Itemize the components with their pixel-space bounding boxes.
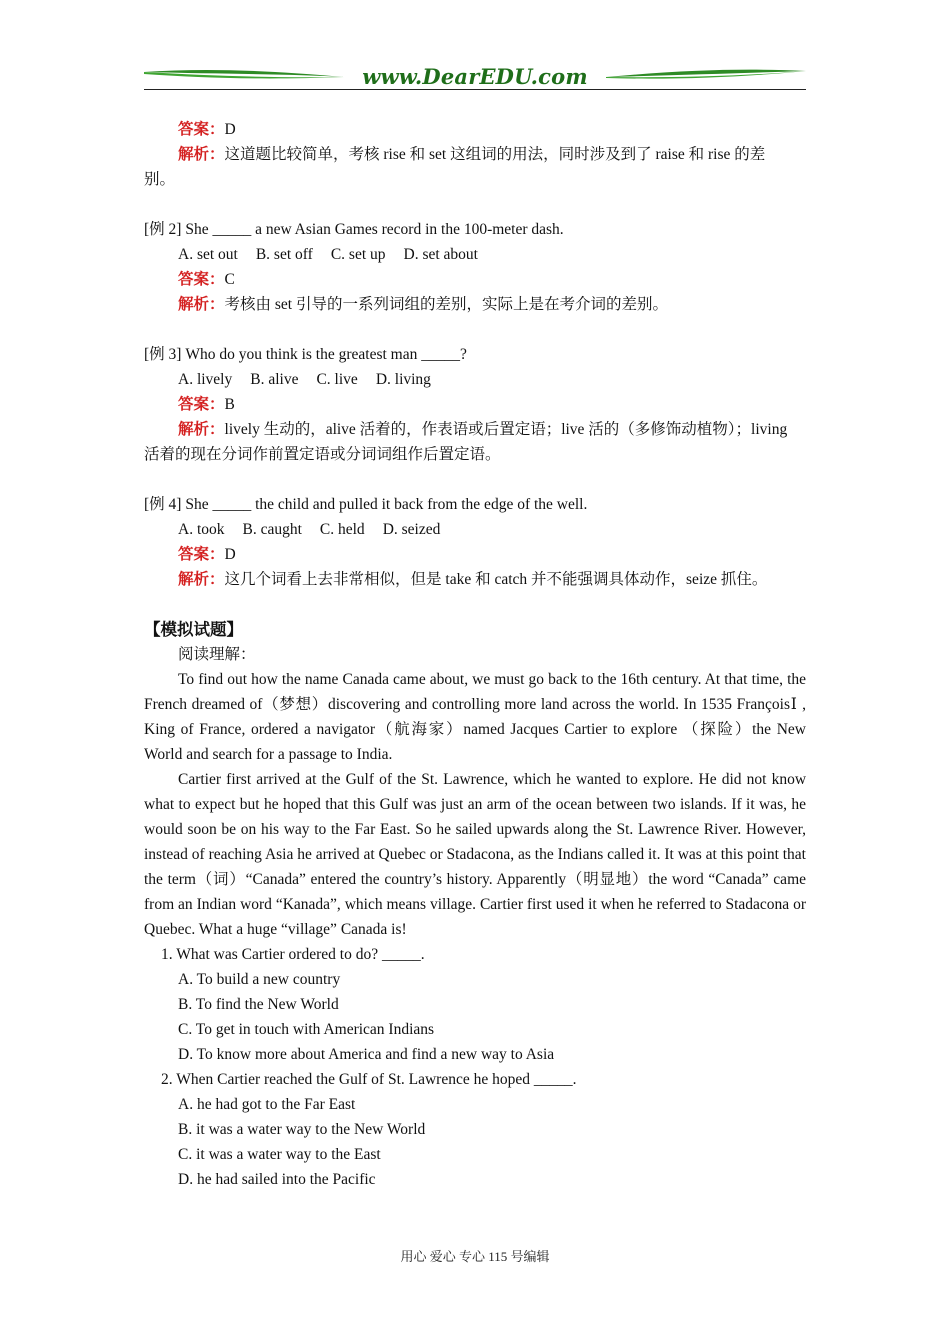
passage-line: Canada is! [340,921,407,938]
header-rule [144,89,806,90]
section-title: 【模拟试题】 [144,620,243,639]
answer-label: 答案： [178,546,225,563]
ex1-answer-line [144,117,806,142]
option: A. set out [178,246,238,263]
option: C. set up [330,246,386,263]
option: D. living [375,371,431,388]
answer-label: 答案： [178,121,225,138]
question-1-stem: 1. What was Cartier ordered to do? _____. [161,946,425,963]
ex2-question: [例 2] She _____ a new Asian Games record in the 100-meter dash. [144,221,564,238]
ex3-analysis-cont: 活着的现在分词作前置定语或分词词组作后置定语。 [144,446,501,463]
passage-line: Cartier first arrived at the Gulf of the St. Lawrence, which he wanted to explore. He did not [178,771,767,788]
question-1-option: B. To find the New World [178,996,339,1013]
passage-line: know what to expect but he hoped that this Gulf was just an arm of the ocean between two [144,771,807,813]
page-header [144,62,806,92]
analysis-label: 解析： [178,571,225,588]
passage-line: islands. If it was, he would soon be on his way to the Far East. So he sailed upwards along the St. [144,796,807,838]
option: D. set about [403,246,478,263]
analysis-text: 这道题比较简单，考核 rise 和 set 这组词的用法，同时涉及到了 raise 和 rise 的差 [224,146,766,163]
question-2-option: C. it was a water way to the East [178,1146,381,1163]
analysis-label: 解析： [178,146,225,163]
ex1-analysis-cont: 别。 [144,171,176,188]
option: D. seized [382,521,441,538]
answer-value: B [224,396,235,413]
option: C. held [319,521,365,538]
analysis-label: 解析： [178,421,225,438]
question-2-option: A. he had got to the Far East [178,1096,356,1113]
answer-value: D [224,546,236,563]
analysis-text: 这几个词看上去非常相似，但是 take 和 catch 并不能强调具体动作，seize 抓住。 [224,571,768,588]
question-2-option: D. he had sailed into the Pacific [178,1171,376,1188]
ex4-analysis-line [144,567,806,592]
brand-logo-text: www.DearEDU.com [362,64,588,89]
option: C. live [316,371,358,388]
analysis-text: lively 生动的，alive 活着的，作表语或后置定语；live 活的（多修饰动植物）；living [224,421,788,438]
passage-line: To find out how the name Canada came about, we must go back to the 16th century. At that [178,671,748,688]
answer-label: 答案： [178,396,225,413]
answer-value: C [224,271,235,288]
ex2-analysis-line [144,292,806,317]
answer-value: D [224,121,236,138]
question-1-option: C. To get in touch with American Indians [178,1021,435,1038]
option: A. lively [178,371,233,388]
option: A. took [178,521,225,538]
page-footer: 用心 爱心 专心 115 号编辑 [400,1249,550,1264]
option: B. set off [255,246,313,263]
passage-line: village. Cartier first used it when he referred to Stadacona or Quebec. What a huge “village” [144,896,807,938]
question-1-option: A. To build a new country [178,971,341,988]
ex4-question: [例 4] She _____ the child and pulled it back from the edge of the well. [144,496,588,513]
question-2-option: B. it was a water way to the New World [178,1121,426,1138]
ex3-answer-line [144,392,806,417]
passage-line: （探险）the New World and search for a passage to India. [144,721,806,763]
question-1-option: D. To know more about America and find a new way to Asia [178,1046,555,1063]
ex4-answer-line [144,542,806,567]
analysis-label: 解析： [178,296,225,313]
ex2-answer-line [144,267,806,292]
passage-line: time, the French dreamed of（梦想）discovering and controlling more land across the world. In [144,671,807,713]
passage-paragraph-2 [144,767,806,942]
analysis-text: 考核由 set 引导的一系列词组的差别，实际上是在考介词的差别。 [224,296,668,313]
answer-label: 答案： [178,271,225,288]
option: B. alive [250,371,299,388]
main-content [144,117,806,1192]
ex1-analysis-line [144,142,806,167]
question-2-stem: 2. When Cartier reached the Gulf of St. Lawrence he hoped _____. [161,1071,577,1088]
passage-line: Lawrence River. However, instead of reaching Asia he arrived at Quebec or Stadacona, as the [144,821,806,863]
ex3-question: [例 3] Who do you think is the greatest man _____? [144,346,467,363]
ex4-options [144,517,806,542]
passage-line: 1535 FrançoisⅠ , King of France, ordered a navigator（航海家）named Jacques Cartier to explore [144,696,806,738]
option: B. caught [242,521,302,538]
passage-line: Apparently（明显地）the word “Canada” came from an Indian word “Kanada”, which means [144,871,806,913]
section-subtitle: 阅读理解： [178,646,256,663]
passage-paragraph-1 [144,667,806,767]
ex2-options [144,242,806,267]
ex3-options [144,367,806,392]
passage-line: Indians called it. It was at this point that the term（词）“Canada” entered the country’s history. [144,846,806,888]
ex3-analysis-line [144,417,806,442]
